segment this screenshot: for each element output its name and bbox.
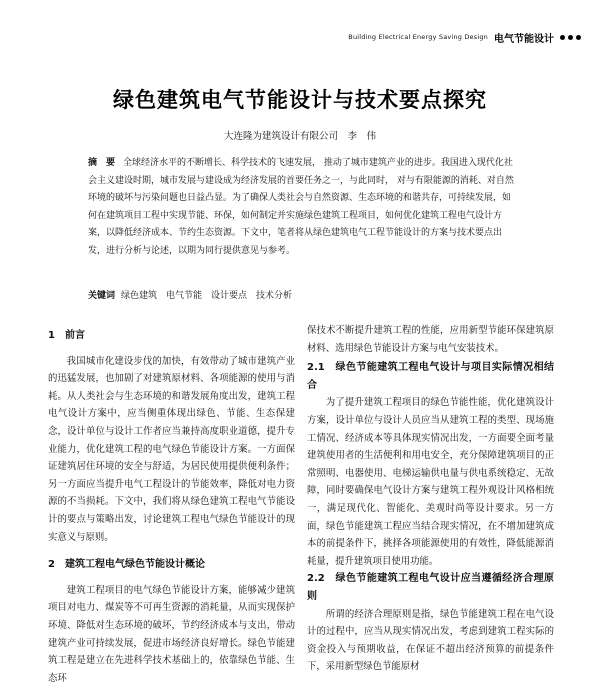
running-header <box>330 28 590 46</box>
section-2-heading: 2 建筑工程电气绿色节能设计概论 <box>48 559 205 571</box>
article-title: 绿色建筑电气节能设计与技术要点探究 <box>113 88 487 112</box>
keywords-label: 关键词 <box>88 291 116 301</box>
keywords <box>88 288 518 301</box>
continued-paragraph: 保技术不断提升建筑工程的性能，应用新型节能环保建筑原材料、选用绿色节能设计方案与电气安装技术。 <box>307 325 554 354</box>
author-line: 大连隆为建筑设计有限公司 李 伟 <box>223 131 376 142</box>
header-chinese-title: 电气节能设计 <box>494 33 554 45</box>
section-2-paragraph: 建筑工程项目的电气绿色节能设计方案，能够减少建筑项目对电力、煤炭等不可再生资源的消耗量，从而实现保护环境、降低对生态环境的破坏，节约经济成本与支出，带动建筑产业可持续发展，促进市场经济良好增长。绿色节能建筑工程是建立在先进科学技术基础上的，依靠绿色节能、生态环 <box>48 584 295 684</box>
keywords-text: 绿色建筑 电气节能 设计要点 技术分析 <box>121 291 293 301</box>
section-2-1-heading: 2.1 绿色节能建筑工程电气设计与项目实际情况相结合 <box>307 362 554 391</box>
abstract <box>88 155 518 261</box>
section-2-2-paragraph: 所谓的经济合理原则是指，绿色节能建筑工程在电气设计的过程中，应当从现实情况出发，考虑到建筑工程实际的资金投入与预期收益，在保证不超出经济预算的前提条件下，采用新型绿色节能原材 <box>307 608 554 673</box>
section-1-paragraph: 我国城市化建设步伐的加快，有效带动了城市建筑产业的迅猛发展，也加剧了对建筑原材料、各项能源的使用与消耗。从人类社会与生态环境的和谐发展角度出发，建筑工程电气设计方案中，应当侧重体现出绿色、节能、生态保建念，设计单位与设计工作者应当兼持高度职业道德，提升专业能力，优化建筑工程的电气绿色节能设计方案。一方面保证建筑居住环境的安全与舒适，为居民使用提供便利条件；另一方面应当提升电气工程设计的节能效率，降低对电力资源的不当损耗。下文中，我们将从绿色建筑工程电气节能设计的要点与策略出发，讨论建筑工程电气绿色节能设计的现实意义与原则。 <box>48 355 295 543</box>
section-2-1-paragraph: 为了提升建筑工程项目的绿色节能性能，优化建筑设计方案，设计单位与设计人员应当从建筑工程的类型、现场施工情况、经济成本等具体现实情况出发，一方面要全面考量建筑使用者的生活便利和用电安全，充分保障建筑项目的正常照明、电器使用、电梯运输供电量与供电系统稳定、无故障，同时要确保电气设计方案与建筑工程外观设计风格相统一，满足现代化、智能化、美观时尚等设计要求。另一方面，绿色节能建筑工程应当结合现实情况，在不增加建筑成本的前提条件下，挑择各项能源使用的有效性，降低能源消耗量，提升建筑项目使用功能。 <box>307 397 554 567</box>
header-english-title: Building Electrical Energy Saving Design <box>348 33 488 41</box>
right-column <box>307 322 554 676</box>
abstract-label: 摘 要 <box>88 158 116 168</box>
header-dots-icon <box>560 32 590 42</box>
abstract-text: 全球经济水平的不断增长、科学技术的飞速发展， 推动了城市建筑产业的进步。我国进入现代化社会主义建设时期，城市发展与建设成为经济发展的首要任务之一，与此同时， 对与有限能源的消耗、对自然环境的破坏与污染问题也日益凸显。为了确保人类社会与自然资源、生态环境的和谐共存，可持续发展，如何在建筑项目工程中实现节能、环保，如何制定并实施绿色建筑工程项目，如何优化建筑工程电气设计方案，以降低经济成本、节约生态资源。下文中，笔者将从绿色建筑电气工程节能设计的方案与技术要点出发，进行分析与论述，以期为同行提供意见与参考。 <box>88 158 514 256</box>
left-column <box>48 322 295 687</box>
section-1-heading: 1 前言 <box>48 330 85 341</box>
section-2-2-heading: 2.2 绿色节能建筑工程电气设计应当遵循经济合理原则 <box>307 573 554 602</box>
